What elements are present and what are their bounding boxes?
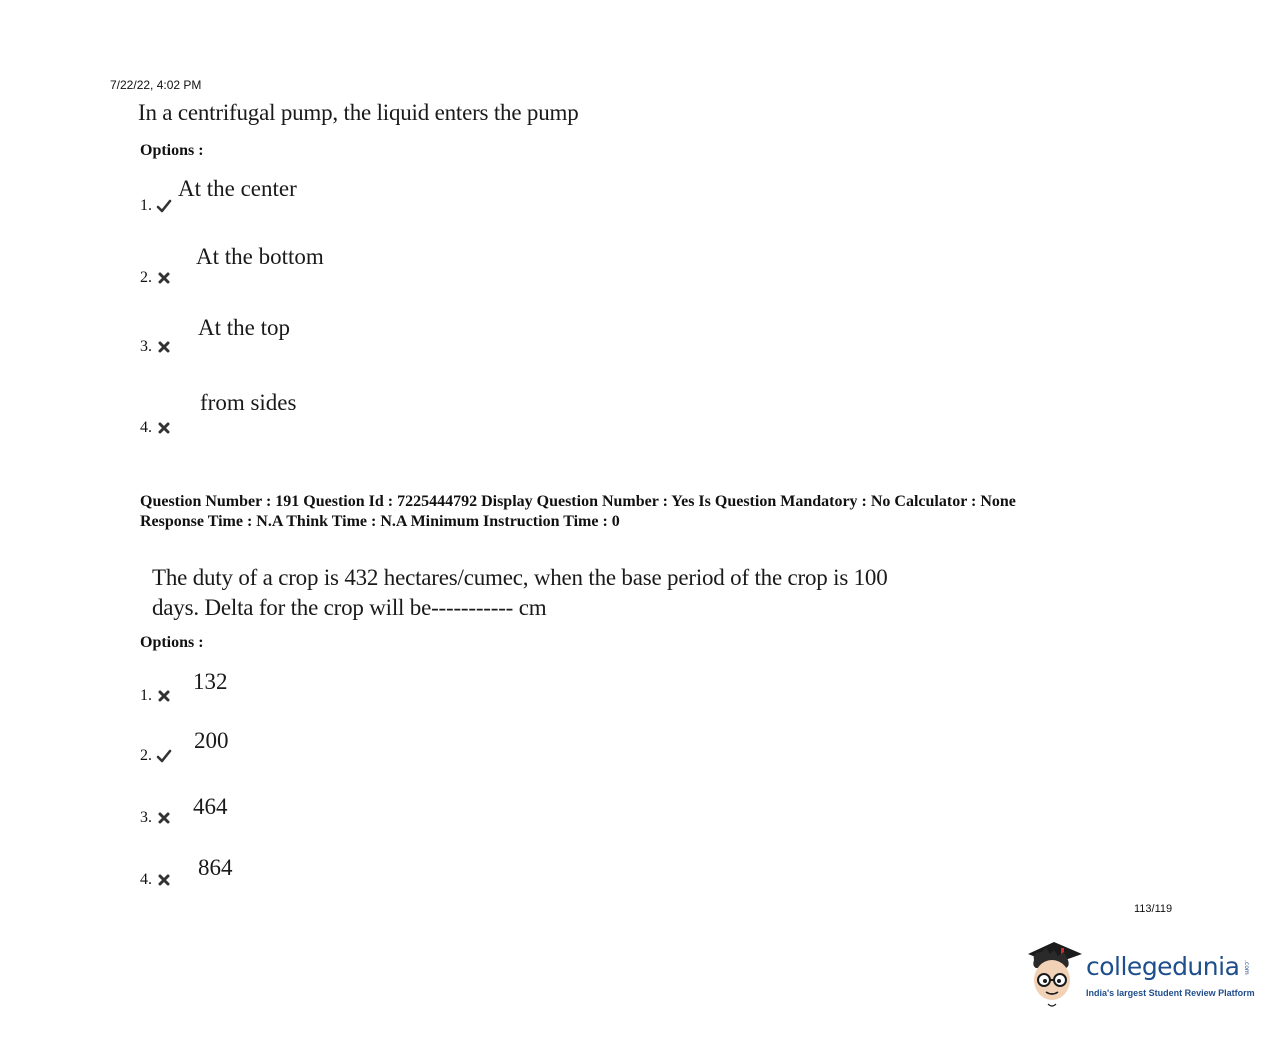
check-icon [156, 198, 172, 214]
logo-suffix: .com [1243, 960, 1250, 975]
q2-option-2-number: 2. [140, 747, 172, 765]
q2-option-3-text: 464 [193, 794, 228, 819]
check-icon [156, 748, 172, 764]
q2-option-1-number: 1. [140, 687, 172, 705]
cross-icon [156, 872, 172, 888]
question-2-text-line-2: days. Delta for the crop will be----------- cm [152, 595, 547, 620]
cross-icon [156, 688, 172, 704]
q1-option-4-text: from sides [200, 390, 297, 415]
page-number: 113/119 [1134, 903, 1173, 915]
question-2-meta-line-1: Question Number : 191 Question Id : 7225444792 Display Question Number : Yes Is Question Mandatory : No Calculator : None [140, 493, 1016, 510]
q2-option-1-text: 132 [193, 669, 228, 694]
question-1-text: In a centrifugal pump, the liquid enters the pump [138, 100, 579, 125]
q1-option-2-text: At the bottom [196, 244, 324, 269]
logo-wordmark: collegedunia [1086, 952, 1240, 981]
question-2-meta-line-2: Response Time : N.A Think Time : N.A Minimum Instruction Time : 0 [140, 513, 620, 530]
q1-option-4-number: 4. [140, 419, 172, 437]
cross-icon [156, 420, 172, 436]
question-2-text [152, 563, 888, 623]
question-2-options-label: Options : [140, 634, 204, 651]
q2-option-4-number: 4. [140, 871, 172, 889]
q1-option-2-number: 2. [140, 269, 172, 287]
q2-option-3-number: 3. [140, 809, 172, 827]
q1-option-1-text: At the center [178, 176, 297, 201]
q1-option-1-number: 1. [140, 197, 172, 215]
question-1-options-label: Options : [140, 142, 204, 159]
q2-option-2-text: 200 [194, 728, 229, 753]
question-2-text-line-1: The duty of a crop is 432 hectares/cumec, when the base period of the crop is 100 [152, 565, 888, 590]
cross-icon [156, 270, 172, 286]
q1-option-3-text: At the top [198, 315, 290, 340]
cross-icon [156, 339, 172, 355]
q1-option-3-number: 3. [140, 338, 172, 356]
mascot-icon [1024, 938, 1084, 1010]
collegedunia-logo[interactable] [1024, 938, 1260, 1010]
q2-option-4-text: 864 [198, 855, 233, 880]
logo-tagline: India's largest Student Review Platform [1086, 988, 1255, 998]
print-timestamp: 7/22/22, 4:02 PM [110, 78, 202, 92]
cross-icon [156, 810, 172, 826]
